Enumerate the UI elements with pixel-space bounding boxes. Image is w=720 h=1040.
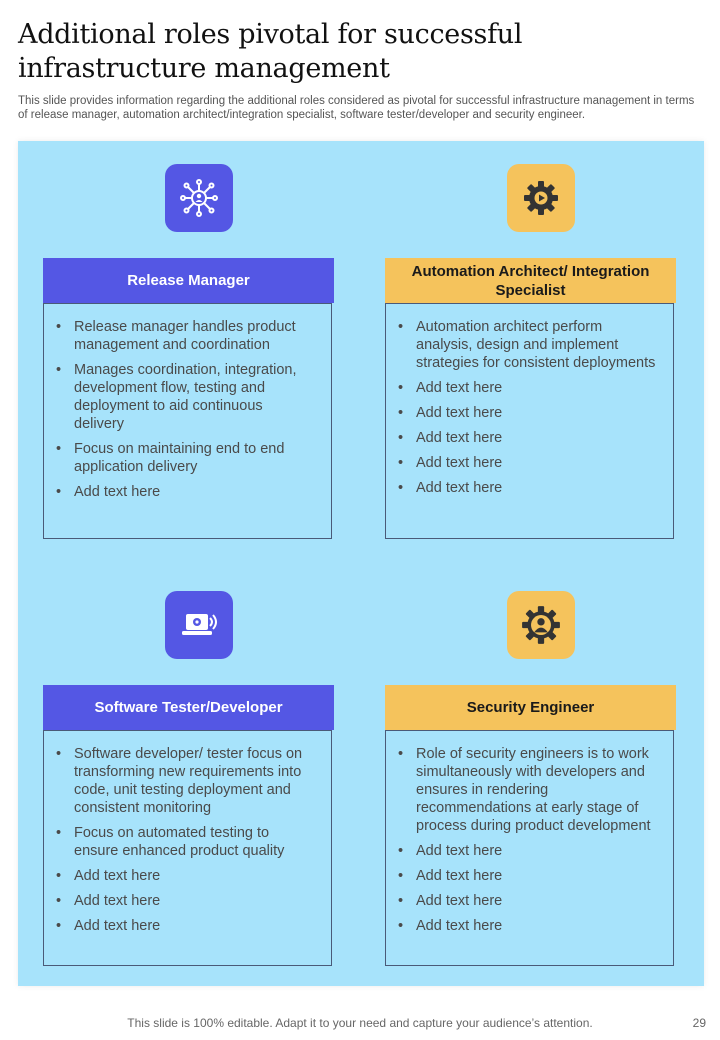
list-item: • Add text here <box>54 867 316 885</box>
list-item: • Add text here <box>54 892 316 910</box>
software-tester-title: Software Tester/Developer <box>43 685 334 730</box>
list-item: • Add text here <box>396 892 658 910</box>
list-item: • Role of security engineers is to work simultaneously with developers and ensures in rendering recommendations at early stage of process during product development <box>396 745 658 835</box>
software-tester-list <box>54 745 316 942</box>
list-item: • Focus on automated testing to ensure enhanced product quality <box>54 824 316 860</box>
release-manager-title: Release Manager <box>43 258 334 303</box>
laptop-gear-icon <box>165 591 233 659</box>
list-item: • Add text here <box>54 483 316 501</box>
release-manager-list <box>54 318 316 508</box>
automation-architect-title: Automation Architect/ Integration Specialist <box>385 258 676 303</box>
list-item: • Add text here <box>54 917 316 935</box>
list-item: • Add text here <box>396 429 658 447</box>
automation-architect-list <box>396 318 658 504</box>
list-item: • Add text here <box>396 404 658 422</box>
page-number: 29 <box>692 1016 706 1030</box>
content-panel <box>18 141 704 986</box>
footer-note: This slide is 100% editable. Adapt it to your need and capture your audience’s attention. <box>127 1016 593 1030</box>
list-item: • Add text here <box>396 917 658 935</box>
gear-person-icon <box>507 591 575 659</box>
list-item: • Automation architect perform analysis, design and implement strategies for consistent deployments <box>396 318 658 372</box>
list-item: • Add text here <box>396 867 658 885</box>
security-engineer-list <box>396 745 658 942</box>
list-item: • Add text here <box>396 379 658 397</box>
list-item: • Software developer/ tester focus on transforming new requirements into code, unit testing deployment and consistent monitoring <box>54 745 316 817</box>
list-item: • Add text here <box>396 479 658 497</box>
page-subtitle: This slide provides information regarding the additional roles considered as pivotal for successful infrastructure management in terms of release manager, automation architect/integration specialist, software tester/developer and security engineer. <box>18 95 695 121</box>
network-user-icon <box>165 164 233 232</box>
page-title: Additional roles pivotal for successful infrastructure management <box>18 19 523 84</box>
list-item: • Add text here <box>396 842 658 860</box>
list-item: • Manages coordination, integration, development flow, testing and deployment to aid continuous delivery <box>54 361 316 433</box>
list-item: • Release manager handles product management and coordination <box>54 318 316 354</box>
gear-play-icon <box>507 164 575 232</box>
list-item: • Focus on maintaining end to end application delivery <box>54 440 316 476</box>
security-engineer-title: Security Engineer <box>385 685 676 730</box>
list-item: • Add text here <box>396 454 658 472</box>
